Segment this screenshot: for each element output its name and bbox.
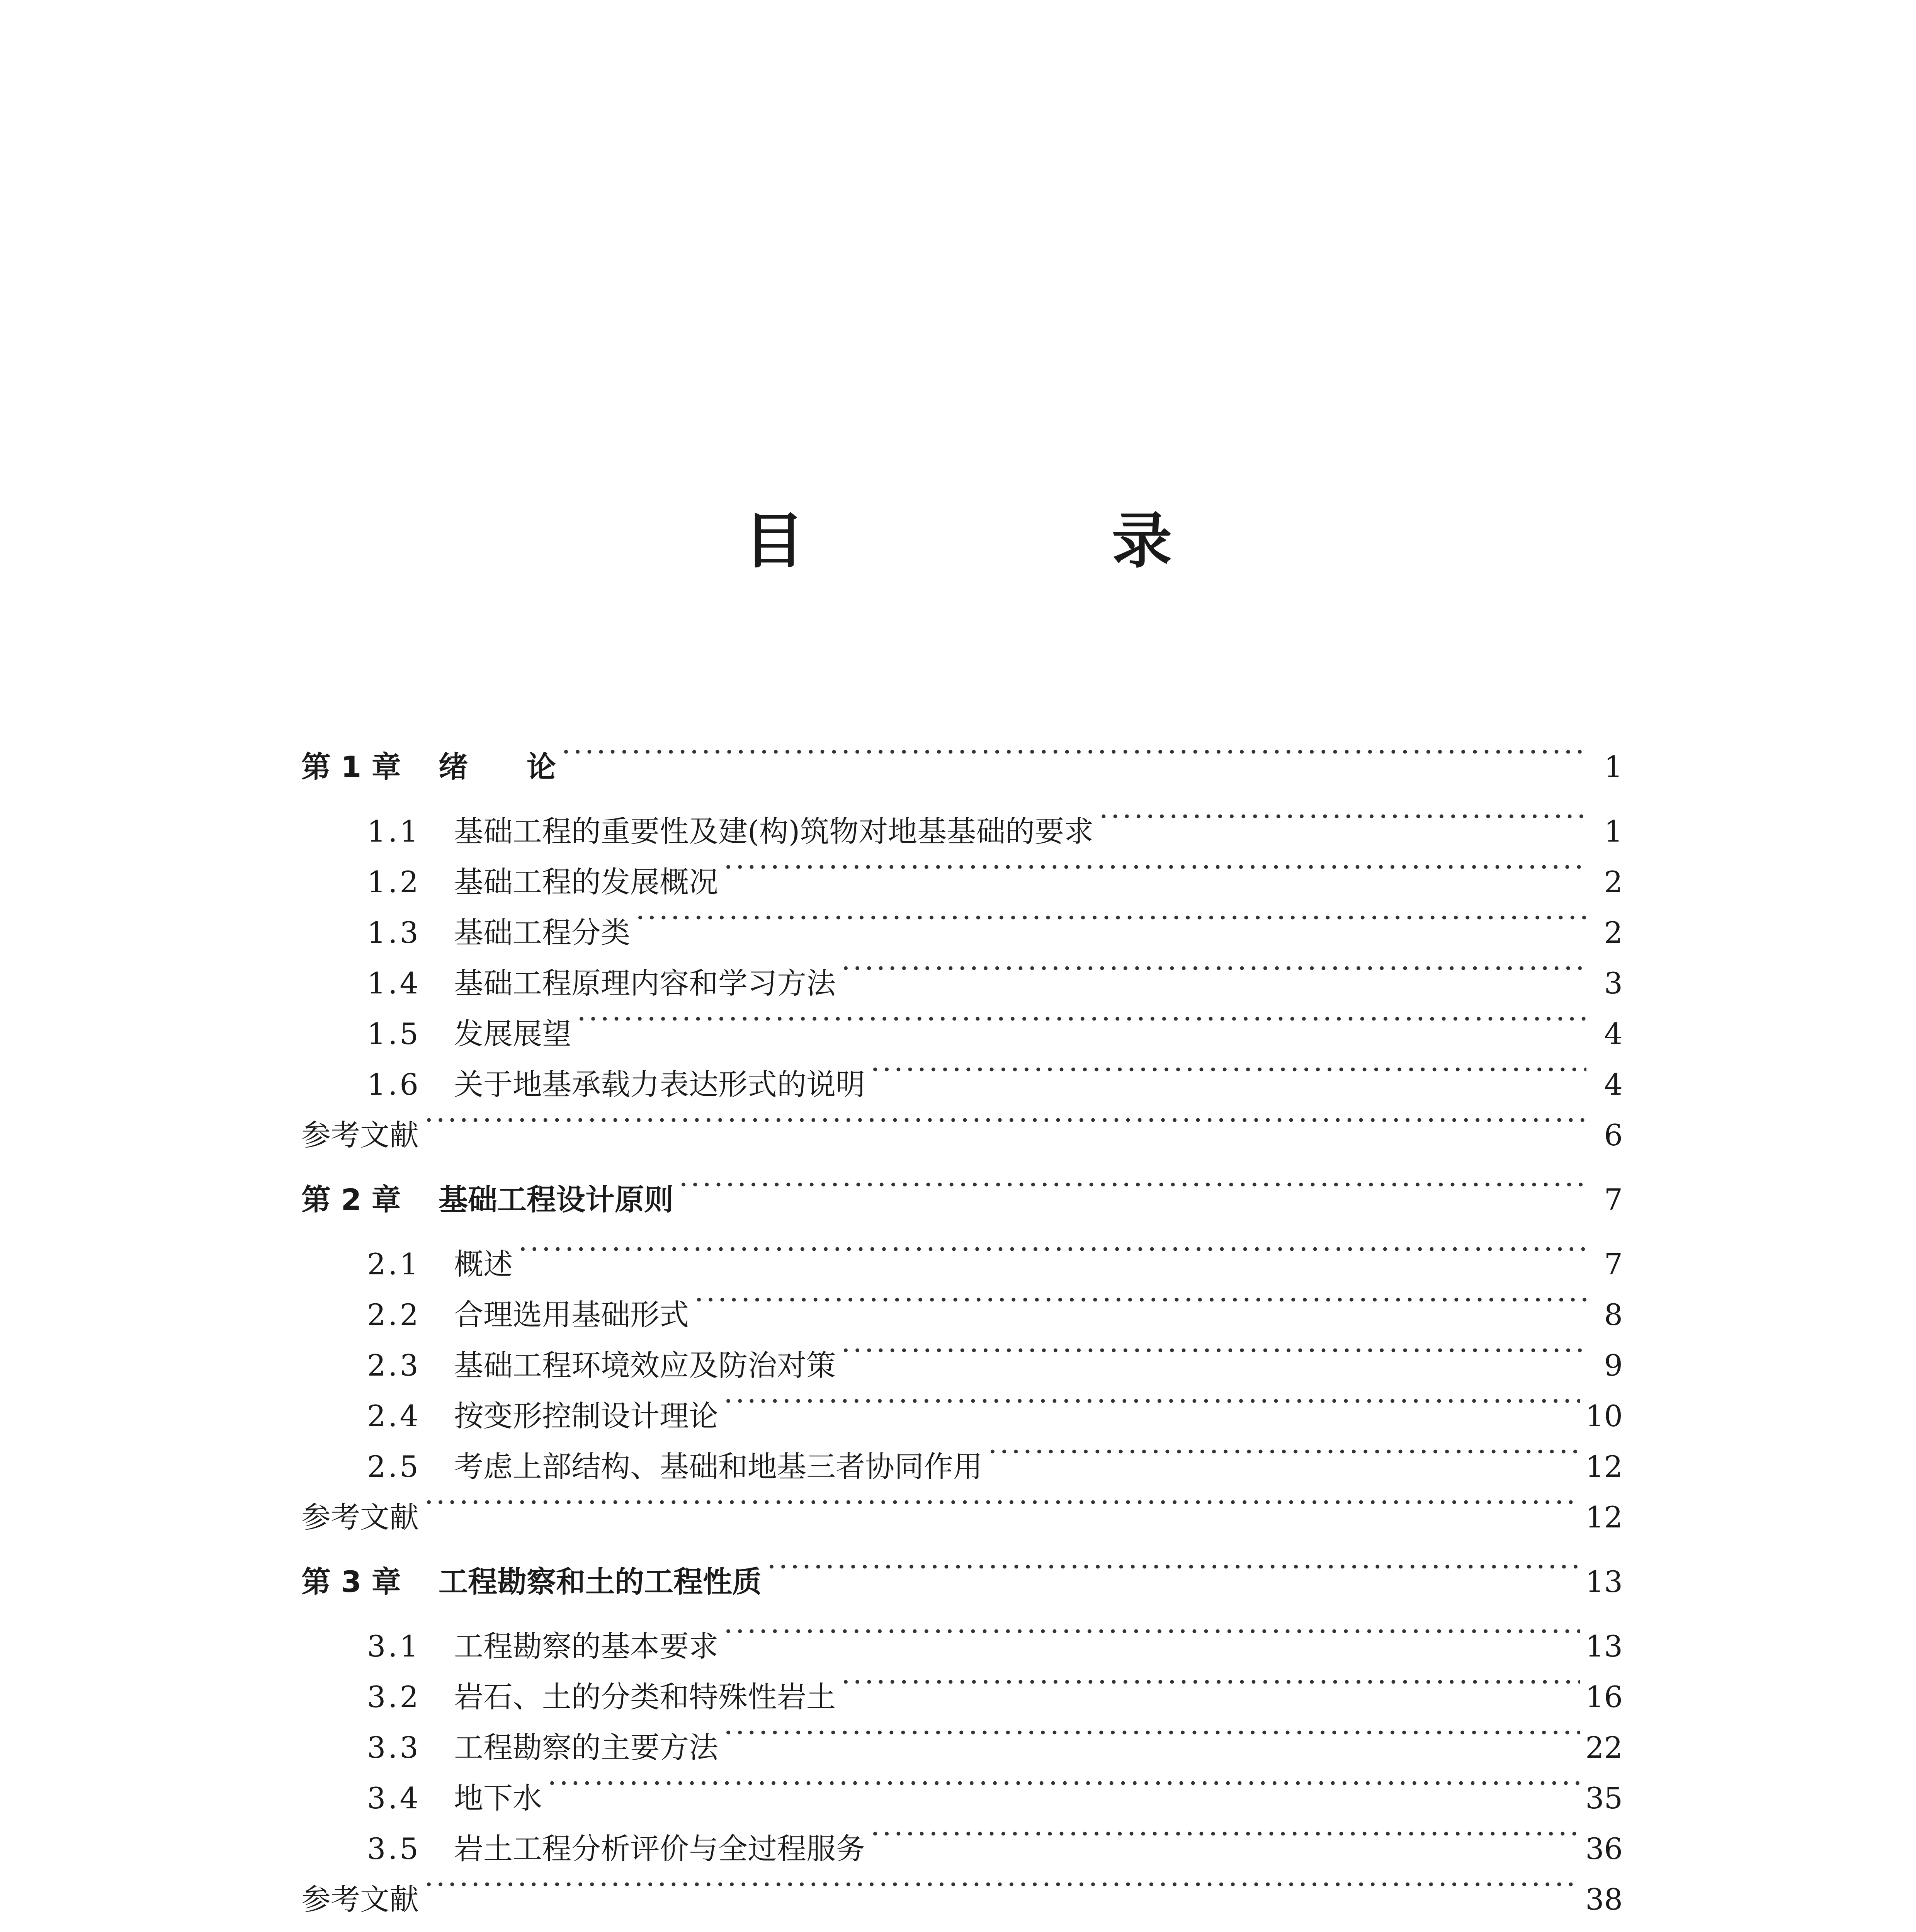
toc-entry-page-number: 36 xyxy=(1585,1832,1623,1866)
toc-entry-title: 绪 论 xyxy=(439,750,556,784)
dot-leader xyxy=(724,1606,1580,1656)
toc-entry-title: 岩石、土的分类和特殊性岩土 xyxy=(454,1680,836,1714)
toc-entry-page-number: 4 xyxy=(1604,1017,1623,1051)
toc-entry-page-number: 2 xyxy=(1604,915,1623,950)
toc-entry-title: 基础工程环境效应及防治对策 xyxy=(454,1348,836,1383)
toc-entry-page-number: 10 xyxy=(1585,1399,1623,1433)
toc-entry-title: 工程勘察的基本要求 xyxy=(454,1629,718,1663)
toc-entry-title: 考虑上部结构、基础和地基三者协同作用 xyxy=(454,1449,983,1484)
toc-entry-number: 3.2 xyxy=(367,1680,421,1714)
toc-entry-title: 概述 xyxy=(454,1247,513,1281)
toc-entry-number: 3.4 xyxy=(367,1781,421,1815)
toc-references-entry[interactable] xyxy=(301,1095,1623,1152)
toc-entry-page-number: 9 xyxy=(1604,1348,1623,1383)
toc-entry-title: 工程勘察的主要方法 xyxy=(454,1730,718,1765)
dot-leader xyxy=(424,1859,1580,1910)
dot-leader xyxy=(679,1159,1586,1210)
toc-entry-number: 2.5 xyxy=(367,1449,421,1484)
dot-leader xyxy=(724,1707,1580,1758)
toc-entry-page-number: 1 xyxy=(1604,814,1623,849)
toc-entry-number: 3.3 xyxy=(367,1730,421,1765)
dot-leader xyxy=(724,842,1586,892)
dot-leader xyxy=(1099,791,1586,842)
dot-leader xyxy=(988,1426,1580,1477)
dot-leader xyxy=(424,1095,1586,1145)
toc-entry-page-number: 7 xyxy=(1604,1247,1623,1281)
toc-entry-title: 基础工程的发展概况 xyxy=(454,865,718,899)
toc-entry-number: 2.1 xyxy=(367,1247,421,1281)
table-of-contents xyxy=(301,726,1623,1932)
toc-section-entry[interactable] xyxy=(301,1224,1623,1281)
toc-entry-page-number: 16 xyxy=(1585,1680,1623,1714)
toc-entry-title: 发展展望 xyxy=(454,1017,571,1051)
toc-entry-number: 1.2 xyxy=(367,865,421,899)
dot-leader xyxy=(547,1758,1580,1808)
dot-leader xyxy=(636,892,1586,943)
toc-entry-page-number: 3 xyxy=(1604,966,1623,1000)
toc-entry-page-number: 35 xyxy=(1585,1781,1623,1815)
toc-entry-page-number: 13 xyxy=(1585,1629,1623,1663)
toc-entry-title: 岩土工程分析评价与全过程服务 xyxy=(454,1832,865,1866)
toc-entry-page-number: 6 xyxy=(1604,1118,1623,1152)
toc-entry-title: 参考文献 xyxy=(301,1882,419,1917)
dot-leader xyxy=(424,1477,1580,1527)
dot-leader xyxy=(724,1376,1580,1426)
toc-entry-title: 工程勘察和土的工程性质 xyxy=(439,1565,762,1599)
toc-entry-number: 1.5 xyxy=(367,1017,421,1051)
toc-entry-number: 2.2 xyxy=(367,1298,421,1332)
toc-entry-title: 合理选用基础形式 xyxy=(454,1298,689,1332)
toc-section-entry[interactable] xyxy=(301,1606,1623,1663)
dot-leader xyxy=(767,1541,1580,1592)
toc-entry-page-number: 12 xyxy=(1585,1500,1623,1534)
toc-entry-number: 3.5 xyxy=(367,1832,421,1866)
dot-leader xyxy=(841,943,1586,993)
toc-entry-page-number: 1 xyxy=(1604,750,1623,784)
dot-leader xyxy=(694,1274,1586,1325)
toc-entry-title: 参考文献 xyxy=(301,1118,419,1152)
dot-leader xyxy=(870,1044,1586,1095)
toc-entry-number: 3.1 xyxy=(367,1629,421,1663)
toc-entry-page-number: 7 xyxy=(1604,1182,1623,1217)
toc-entry-number: 2.3 xyxy=(367,1348,421,1383)
toc-entry-page-number: 4 xyxy=(1604,1067,1623,1102)
page-title: 目 录 xyxy=(744,506,1296,576)
dot-leader xyxy=(577,993,1586,1044)
toc-section-entry[interactable] xyxy=(301,791,1623,849)
dot-leader xyxy=(841,1656,1580,1707)
dot-leader xyxy=(841,1325,1586,1376)
toc-chapter-entry[interactable] xyxy=(301,1923,1623,1932)
toc-entry-number: 1.6 xyxy=(367,1067,421,1102)
toc-entry-page-number: 2 xyxy=(1604,865,1623,899)
toc-entry-title: 基础工程原理内容和学习方法 xyxy=(454,966,836,1000)
toc-entry-number: 1.4 xyxy=(367,966,421,1000)
toc-entry-page-number: 13 xyxy=(1585,1565,1623,1599)
toc-entry-page-number: 8 xyxy=(1604,1298,1623,1332)
toc-references-entry[interactable] xyxy=(301,1477,1623,1534)
toc-entry-page-number: 38 xyxy=(1585,1882,1623,1917)
toc-entry-title: 地下水 xyxy=(454,1781,542,1815)
toc-entry-title: 按变形控制设计理论 xyxy=(454,1399,718,1433)
toc-entry-title: 参考文献 xyxy=(301,1500,419,1534)
toc-chapter-entry[interactable] xyxy=(301,726,1623,784)
dot-leader xyxy=(561,726,1586,777)
dot-leader xyxy=(870,1808,1580,1859)
toc-chapter-entry[interactable] xyxy=(301,1541,1623,1599)
toc-chapter-entry[interactable] xyxy=(301,1159,1623,1217)
dot-leader xyxy=(708,1923,1580,1932)
toc-entry-title: 基础工程分类 xyxy=(454,915,630,950)
toc-entry-number: 第 3 章 xyxy=(301,1565,401,1599)
toc-entry-page-number: 22 xyxy=(1585,1730,1623,1765)
toc-entry-number: 2.4 xyxy=(367,1399,421,1433)
toc-entry-title: 基础工程设计原则 xyxy=(439,1182,673,1217)
toc-references-entry[interactable] xyxy=(301,1859,1623,1917)
toc-entry-title: 关于地基承载力表达形式的说明 xyxy=(454,1067,865,1102)
toc-entry-number: 1.3 xyxy=(367,915,421,950)
toc-entry-title: 基础工程的重要性及建(构)筑物对地基基础的要求 xyxy=(454,814,1094,849)
toc-entry-page-number: 12 xyxy=(1585,1449,1623,1484)
dot-leader xyxy=(518,1224,1586,1274)
toc-entry-number: 1.1 xyxy=(367,814,421,849)
toc-entry-number: 第 1 章 xyxy=(301,750,401,784)
toc-entry-number: 第 2 章 xyxy=(301,1182,401,1217)
